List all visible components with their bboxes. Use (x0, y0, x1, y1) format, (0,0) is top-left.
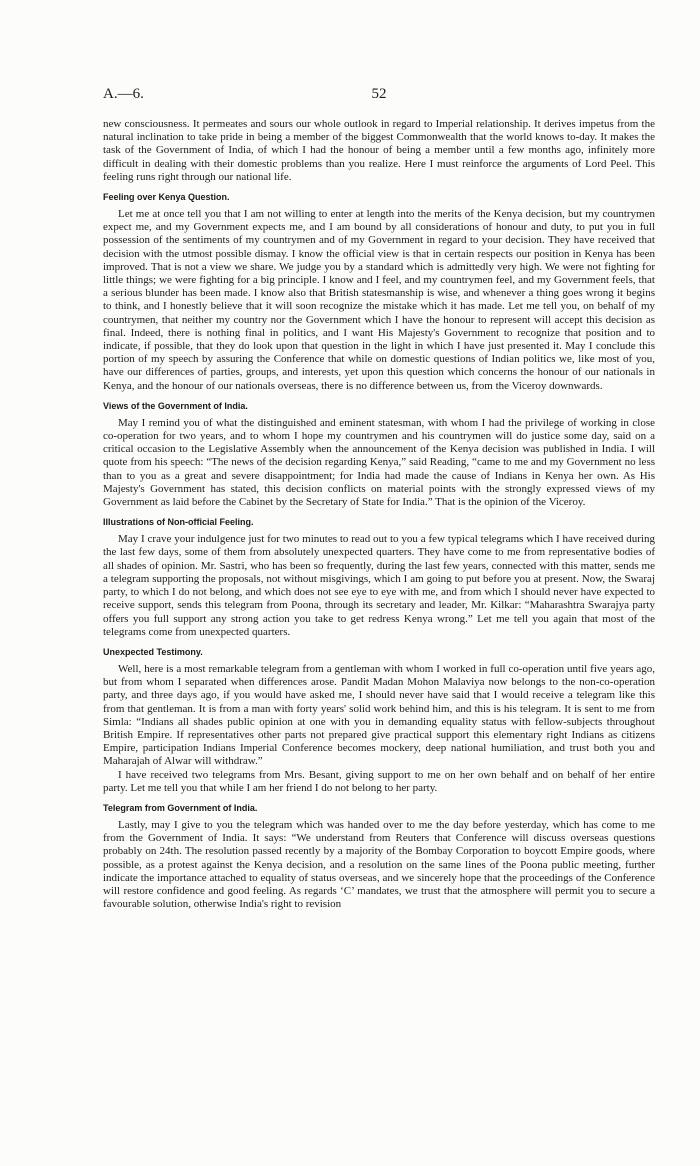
page-header (103, 86, 655, 108)
paragraph: Well, here is a most remarkable telegram from a gentleman with whom I worked in full co-operation until five years ago, but from whom I separated when differences arose. Pandit Madan Mohon Malaviya now belongs to the non-co-operation party, and three days ago, if you would have asked me, I should never have said that I would receive a telegram like this from that gentleman. It is from a man with forty years' solid work behind him, and this is his telegram. It is sent to me from Simla: “Indians all shades public opinion at one with you in demanding equality status with fellow-subjects throughout British Empire. If representatives other parts not prepared give practical support this elementary right Indians as citizens Empire, participation Indians Imperial Conference becomes mockery, deep national humiliation, and trust both you and Maharajah of Alwar will withdraw.” (103, 662, 655, 768)
paragraph: May I crave your indulgence just for two minutes to read out to you a few typical telegrams which I have received during the last few days, some of them from absolutely unexpected quarters. They have come to me from representative bodies of all shades of opinion. Mr. Sastri, who has been so frequently, during the last few years, connected with this matter, sends me a telegram supporting the proposals, not without misgivings, which I am going to put before you at present. Now, the Swaraj party, to which I do not belong, and which does not see eye to eye with me, and from which I should never have expected to receive support, sends this telegram from Poona, through its secretary and leader, Mr. Kilkar: “Maharashtra Swarajya party offers you full support any strong action you take to get redress Kenya wrong.” Let me tell you again that most of the telegrams come from unexpected quarters. (103, 533, 655, 638)
section-non-official-feeling (103, 517, 655, 639)
section-heading: Telegram from Government of India. (103, 802, 258, 813)
section-heading: Feeling over Kenya Question. (103, 192, 230, 203)
section-government-telegram (103, 803, 655, 911)
body-text (103, 118, 655, 911)
section-kenya-question (103, 192, 655, 393)
intro-paragraph: new consciousness. It permeates and sours our whole outlook in regard to Imperial relationship. It derives impetus from the natural inclination to take pride in being a member of the biggest Commonwealth that the world knows to-day. It makes the task of the Government of India, of which I had the honour of being a member until a few months ago, infinitely more difficult in dealing with their domestic problems than you realize. Here I must reinforce the arguments of Lord Peel. This feeling runs right through our national life. (103, 118, 655, 183)
section-heading: Views of the Government of India. (103, 400, 248, 411)
section-code: A.—6. (103, 86, 144, 102)
section-heading: Unexpected Testimony. (103, 646, 203, 657)
paragraph: Let me at once tell you that I am not willing to enter at length into the merits of the Kenya decision, but my countrymen expect me, and my Government expects me, and I am bound by all considerations of honour and duty, to put you in full possession of the sentiments of my countrymen and of my Government in regard to your decision. They have received that decision with the utmost possible dismay. I know the official view is that in certain respects our position in Kenya has been improved. That is not a view we share. We judge you by a standard which is admittedly very high. We were not fighting for little things; we were fighting for a big principle. I know and I feel, and my countrymen feel, and my Government feels, that a serious blunder has been made. I know also that British statesmanship is wise, and whenever a thing goes wrong it begins to think, and I honestly believe that it will soon recognize the mistake which it has made. Let me tell you, on behalf of my countrymen, that neither my country nor the Government which I have the honour to represent will accept this decision as final. Indeed, there is nothing final in politics, and I want His Majesty's Government to recognize that position and to indicate, if possible, that they do look upon that question in the light in which I have just presented it. May I conclude this portion of my speech by assuring the Conference that while on domestic questions of Indian politics we, like most of you, have our differences of parties, groups, and interests, yet upon this question which concerns the honour of our nationals in Kenya, and the honour of our nationals overseas, there is no difference between us, from the Viceroy downwards. (103, 208, 655, 392)
paragraph: I have received two telegrams from Mrs. Besant, giving support to me on her own behalf and on behalf of her entire party. Let me tell you that while I am her friend I do not belong to her party. (103, 768, 655, 794)
section-government-views (103, 401, 655, 509)
paragraph: Lastly, may I give to you the telegram which was handed over to me the day before yesterday, which has come to me from the Government of India. It says: “We understand from Reuters that Conference will discuss overseas questions probably on 24th. The resolution passed recently by a majority of the Bombay Corporation to boycott Empire goods, where possible, as a protest against the Kenya decision, and a resolution on the same lines of the Poona public meeting, further indicate the importance attached to equality of status overseas, and we sincerely hope that the proceedings of the Conference will restore confidence and good feeling. As regards ‘C’ mandates, we trust that the atmosphere will permit you to secure a favourable solution, otherwise India's right to revision (103, 818, 655, 911)
section-heading: Illustrations of Non-official Feeling. (103, 517, 254, 528)
page-number: 52 (371, 86, 387, 102)
paragraph: May I remind you of what the distinguished and eminent statesman, with whom I had the privilege of working in close co-operation for two years, and to whom I hope my countrymen and his countrymen will do justice some day, said on a critical occasion to the Legislative Assembly when the announcement of the Kenya decision was published in India. I will quote from his speech: “The news of the decision regarding Kenya,” said Reading, “came to me and my Government no less than to you as a great and severe disappointment; for India had made the cause of Indians in Kenya her own. As His Majesty's Government has stated, this decision conflicts on material points with the strongly expressed views of my Government as laid before the Cabinet by the Secretary of State for India.” That is the opinion of the Viceroy. (103, 416, 655, 509)
section-unexpected-testimony (103, 647, 655, 795)
